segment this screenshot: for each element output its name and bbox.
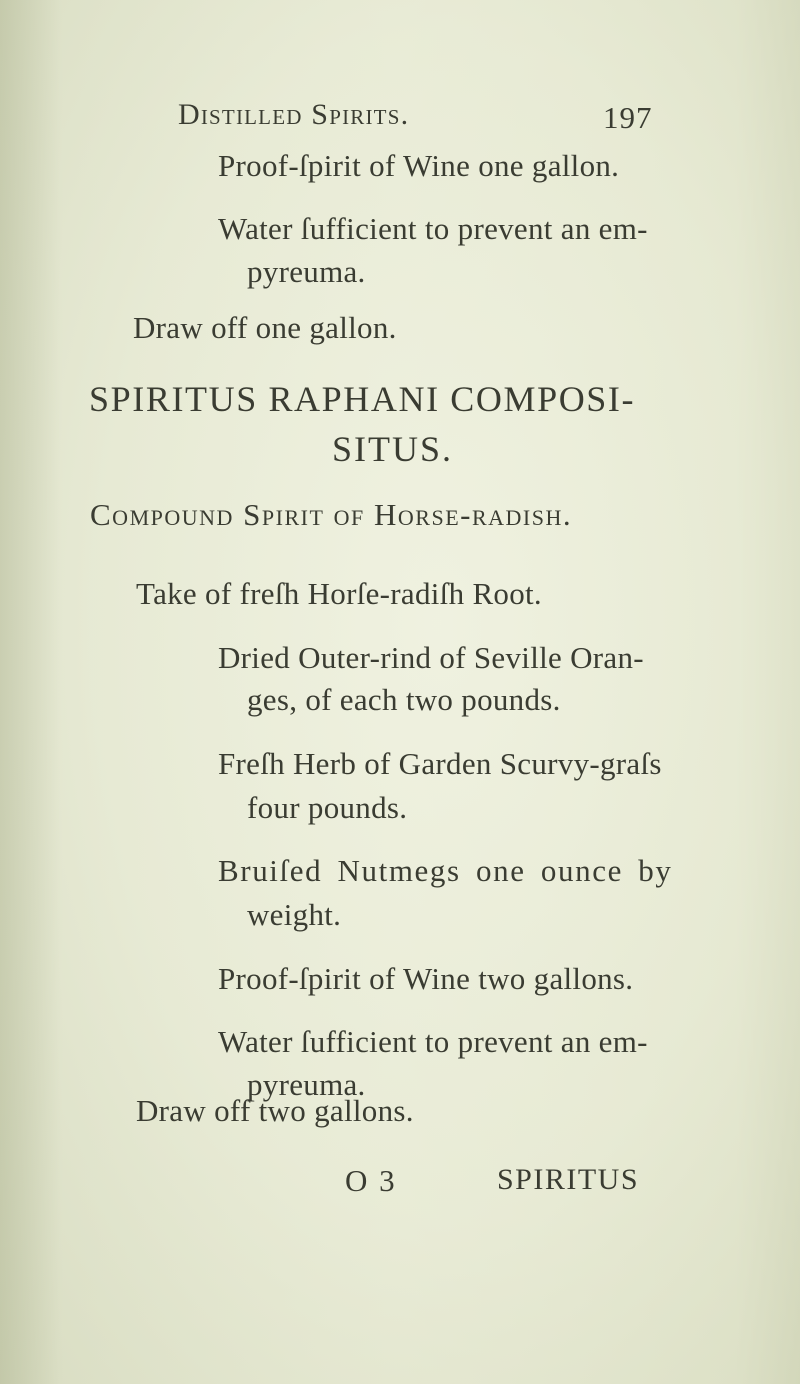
catchword: SPIRITUS — [497, 1163, 640, 1196]
top-recipe-line: Water ſufficient to prevent an em- — [218, 211, 648, 246]
recipe-line: Bruiſed Nutmegs one ounce by — [218, 853, 673, 888]
recipe-line: four pounds. — [247, 790, 408, 825]
recipe-line: Dried Outer-rind of Seville Oran- — [218, 640, 644, 675]
recipe-line: ges, of each two pounds. — [247, 682, 561, 717]
page-edge-shadow — [0, 0, 60, 1384]
recipe-line: Take of freſh Horſe-radiſh Root. — [136, 576, 542, 611]
signature-mark: O 3 — [345, 1163, 397, 1198]
recipe-line: Freſh Herb of Garden Scurvy-graſs — [218, 746, 662, 781]
running-head: Distilled Spirits. — [178, 98, 410, 131]
page-number: 197 — [603, 100, 653, 135]
section-subtitle: Compound Spirit of Horse-radish. — [90, 497, 573, 532]
recipe-line: Draw off two gallons. — [136, 1093, 414, 1128]
section-title-continued: SITUS. — [332, 429, 454, 469]
recipe-line: weight. — [247, 897, 342, 932]
recipe-line: Water ſufficient to prevent an em- — [218, 1024, 648, 1059]
top-recipe-line: pyreuma. — [247, 254, 366, 289]
top-recipe-line: Draw off one gallon. — [133, 310, 397, 345]
recipe-line: pyreuma. — [247, 1067, 366, 1102]
recipe-line: Proof-ſpirit of Wine two gallons. — [218, 961, 634, 996]
top-recipe-line: Proof-ſpirit of Wine one gallon. — [218, 148, 620, 183]
section-title: SPIRITUS RAPHANI COMPOSI- — [89, 379, 636, 419]
